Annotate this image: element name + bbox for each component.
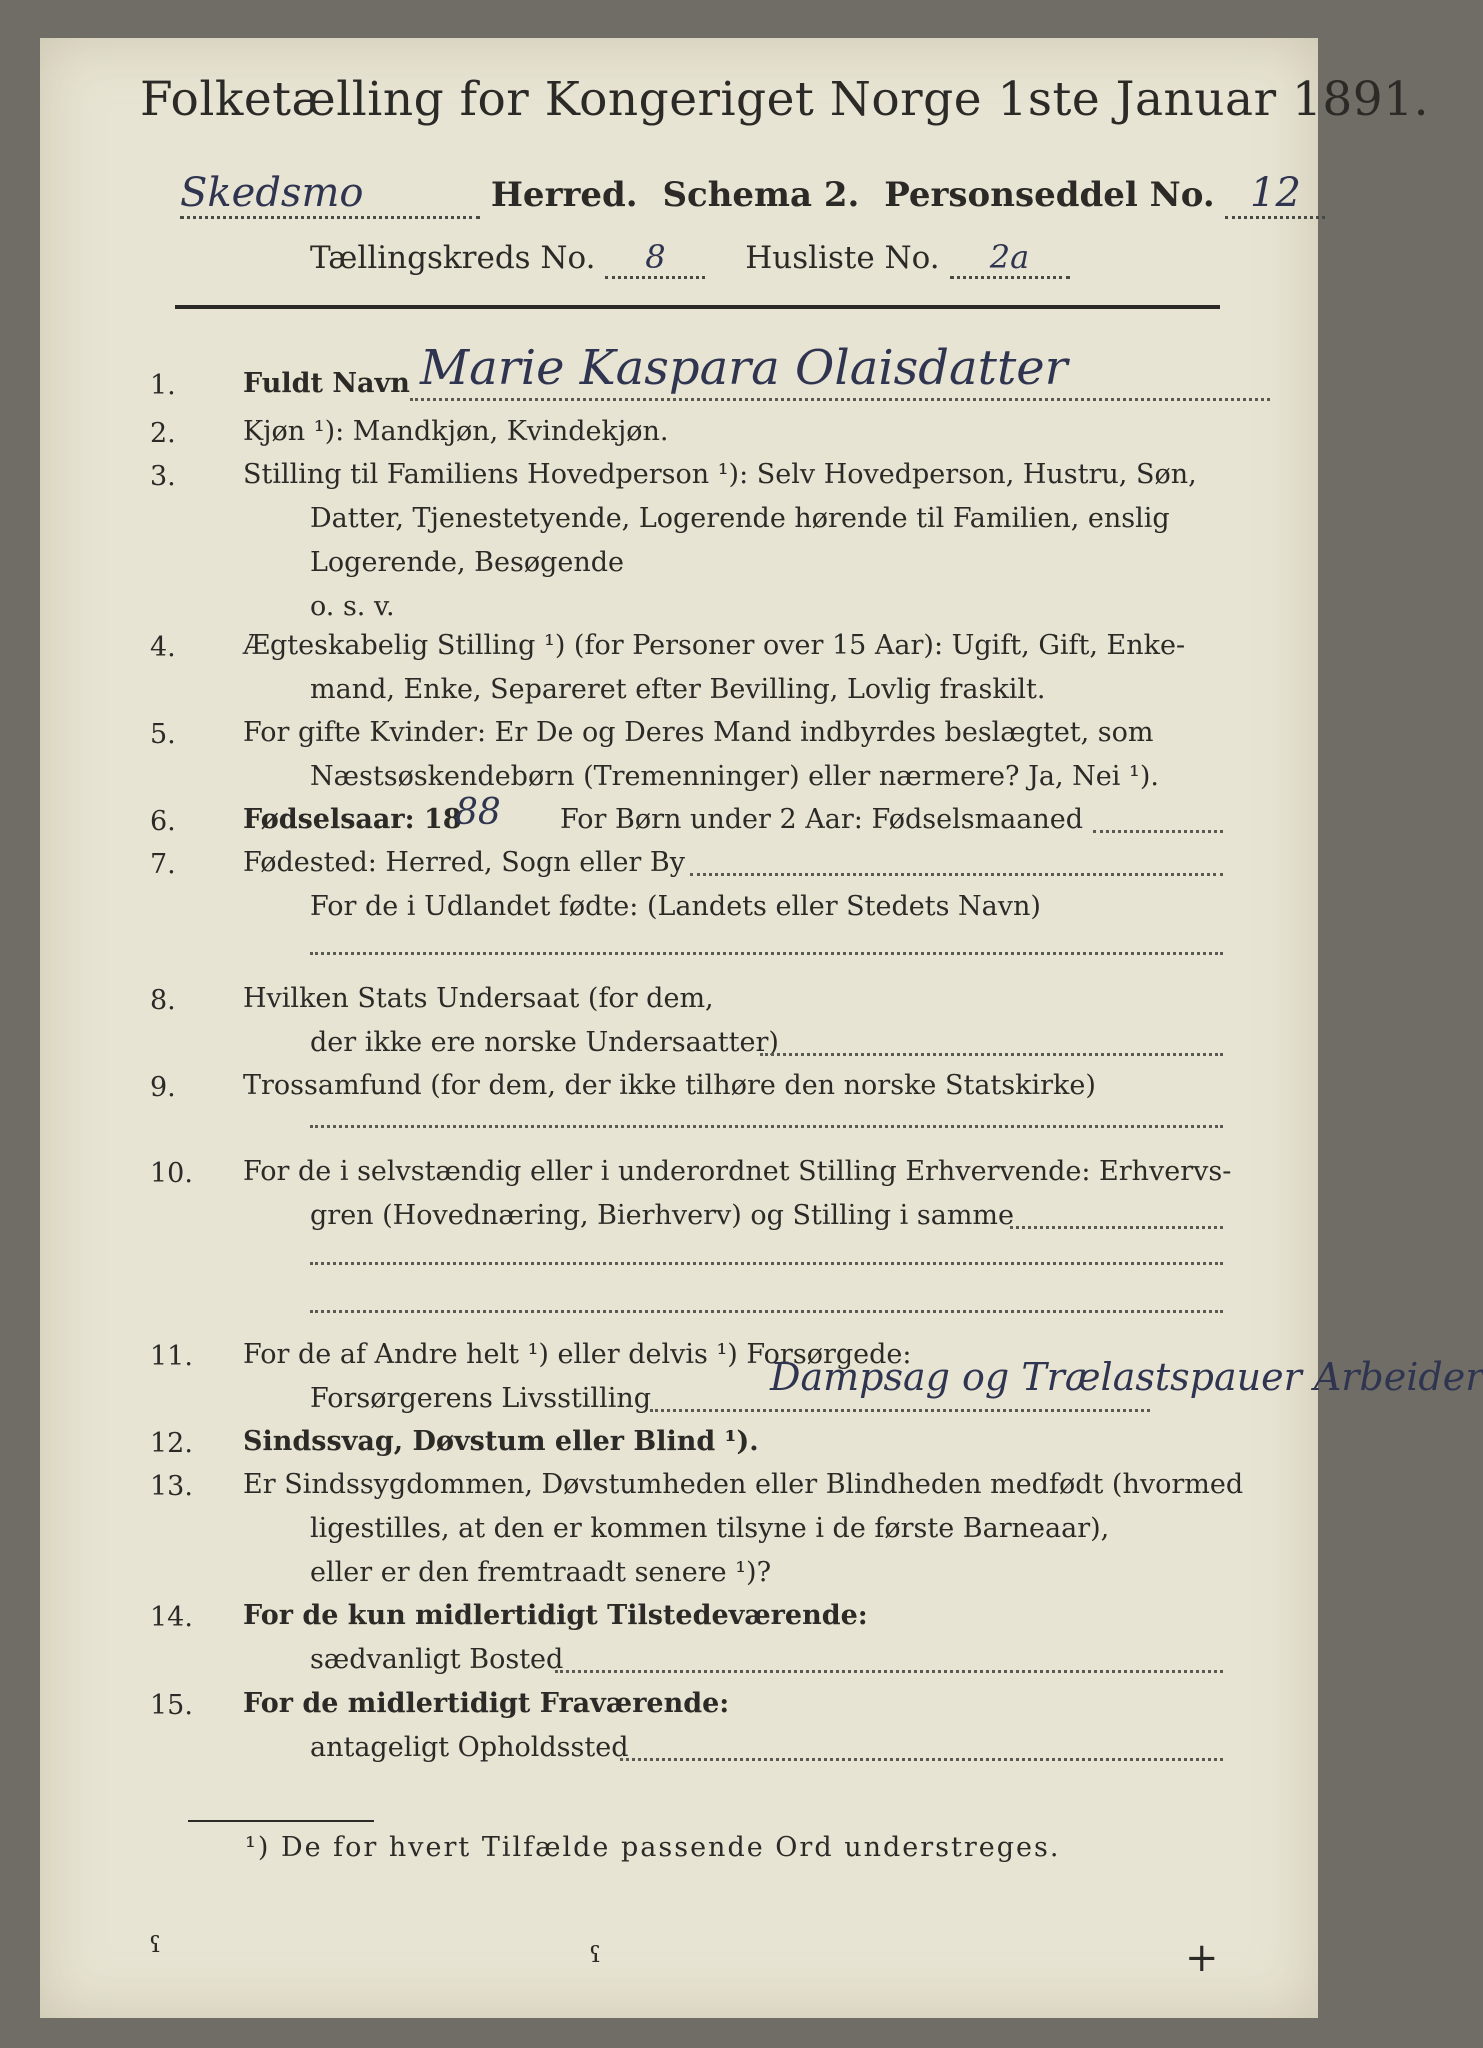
item-3-line-1: Stilling til Familiens Hovedperson ¹): Selv Hovedperson, Hustru, Søn, (243, 459, 1197, 490)
husliste-label: Husliste No. (745, 240, 940, 276)
kreds-value: 8 (605, 238, 705, 279)
item-15-dotline (620, 1758, 1223, 1761)
item-5-number: 5. (150, 719, 176, 750)
personseddel-value: 12 (1225, 170, 1325, 219)
item-7-line-2: For de i Udlandet fødte: (Landets eller Stedets Navn) (310, 891, 1041, 922)
item-1-dotline (410, 398, 1270, 401)
item-8-dotline (760, 1053, 1223, 1056)
item-12-number: 12. (150, 1428, 193, 1459)
item-4-line-2: mand, Enke, Separeret efter Bevilling, Lovlig fraskilt. (310, 674, 1046, 705)
item-1-label: Fuldt Navn (243, 368, 410, 399)
item-7-dotline-1 (690, 873, 1223, 876)
item-3-number: 3. (150, 461, 176, 492)
item-9-dotline (310, 1125, 1223, 1128)
footnote: ¹) De for hvert Tilfælde passende Ord understreges. (245, 1832, 1061, 1863)
item-15-line-2: antageligt Opholdssted (310, 1732, 629, 1763)
item-10-dotline-2 (310, 1262, 1223, 1265)
item-6-label: Fødselsaar: 18 (243, 804, 462, 835)
item-8-number: 8. (150, 985, 176, 1016)
herred-value: Skedsmo (180, 170, 480, 219)
item-14-dotline (555, 1670, 1223, 1673)
corner-mark-center: ˤ (590, 1940, 602, 1986)
item-8-line-1: Hvilken Stats Undersaat (for dem, (243, 983, 714, 1014)
item-6-dotline (1093, 830, 1223, 833)
item-3-line-2: Datter, Tjenestetyende, Logerende hørende til Familien, enslig (310, 503, 1170, 534)
item-10-line-2: gren (Hovednæring, Bierhverv) og Stilling i samme (310, 1200, 1015, 1231)
kreds-label: Tællingskreds No. (310, 240, 596, 276)
item-8-line-2: der ikke ere norske Undersaatter) (310, 1027, 779, 1058)
item-2-number: 2. (150, 418, 176, 449)
item-14-line-2: sædvanligt Bosted (310, 1644, 564, 1675)
item-11-line-1: For de af Andre helt ¹) eller delvis ¹) Forsørgede: (243, 1339, 912, 1370)
form-title: Folketælling for Kongeriget Norge 1ste Januar 1891. (140, 72, 1430, 127)
item-10-number: 10. (150, 1158, 193, 1189)
item-3-line-3: Logerende, Besøgende (310, 547, 624, 578)
item-10-line-1: For de i selvstændig eller i underordnet Stilling Erhvervende: Erhvervs- (243, 1156, 1232, 1187)
item-6-number: 6. (150, 806, 176, 837)
item-7-line-1: Fødested: Herred, Sogn eller By (243, 847, 686, 878)
item-4-number: 4. (150, 632, 176, 663)
item-14-line-1: For de kun midlertidigt Tilstedeværende: (243, 1600, 868, 1631)
item-1-number: 1. (150, 370, 176, 401)
item-11-value: Dampsag og Trælastspauer Arbeider (770, 1355, 1483, 1399)
herred-line (180, 170, 1325, 219)
item-10-dotline-1 (1010, 1226, 1223, 1229)
item-7-dotline-2 (310, 952, 1223, 955)
header-rule (175, 305, 1220, 309)
footnote-rule (188, 1820, 374, 1822)
personseddel-label: Personseddel No. (884, 175, 1215, 215)
item-5-line-1: For gifte Kvinder: Er De og Deres Mand indbyrdes beslægtet, som (243, 717, 1154, 748)
item-1-value: Marie Kaspara Olaisdatter (420, 340, 1068, 396)
husliste-value: 2a (950, 238, 1070, 279)
item-10-dotline-3 (310, 1310, 1223, 1313)
item-11-number: 11. (150, 1341, 193, 1372)
corner-mark-right: + (1185, 1935, 1219, 1981)
item-6-line-2: For Børn under 2 Aar: Fødselsmaaned (560, 804, 1084, 835)
item-13-line-3: eller er den fremtraadt senere ¹)? (310, 1557, 772, 1588)
item-4-line-1: Ægteskabelig Stilling ¹) (for Personer over 15 Aar): Ugift, Gift, Enke- (243, 630, 1186, 661)
schema-label: Schema 2. (662, 175, 860, 215)
item-13-number: 13. (150, 1471, 193, 1502)
item-2-label: Kjøn ¹): Mandkjøn, Kvindekjøn. (243, 416, 669, 447)
item-11-dotline (650, 1409, 1150, 1412)
item-15-line-1: For de midlertidigt Fraværende: (243, 1688, 730, 1719)
item-5-line-2: Næstsøskendebørn (Tremenninger) eller nærmere? Ja, Nei ¹). (310, 761, 1159, 792)
item-15-number: 15. (150, 1690, 193, 1721)
item-9-line-1: Trossamfund (for dem, der ikke tilhøre den norske Statskirke) (243, 1070, 1096, 1101)
item-11-line-2: Forsørgerens Livsstilling (310, 1383, 652, 1414)
item-14-number: 14. (150, 1602, 193, 1633)
corner-mark-left: ˤ (150, 1930, 162, 1976)
item-7-number: 7. (150, 849, 176, 880)
item-6-value: 88 (455, 792, 501, 833)
item-3-line-4: o. s. v. (310, 591, 395, 622)
item-13-line-1: Er Sindssygdommen, Døvstumheden eller Blindheden medfødt (hvormed (243, 1469, 1244, 1500)
herred-label: Herred. (490, 175, 638, 215)
kreds-line (310, 238, 1070, 279)
item-13-line-2: ligestilles, at den er kommen tilsyne i de første Barneaar), (310, 1513, 1110, 1544)
item-9-number: 9. (150, 1072, 176, 1103)
item-12-line-1: Sindssvag, Døvstum eller Blind ¹). (243, 1426, 759, 1457)
